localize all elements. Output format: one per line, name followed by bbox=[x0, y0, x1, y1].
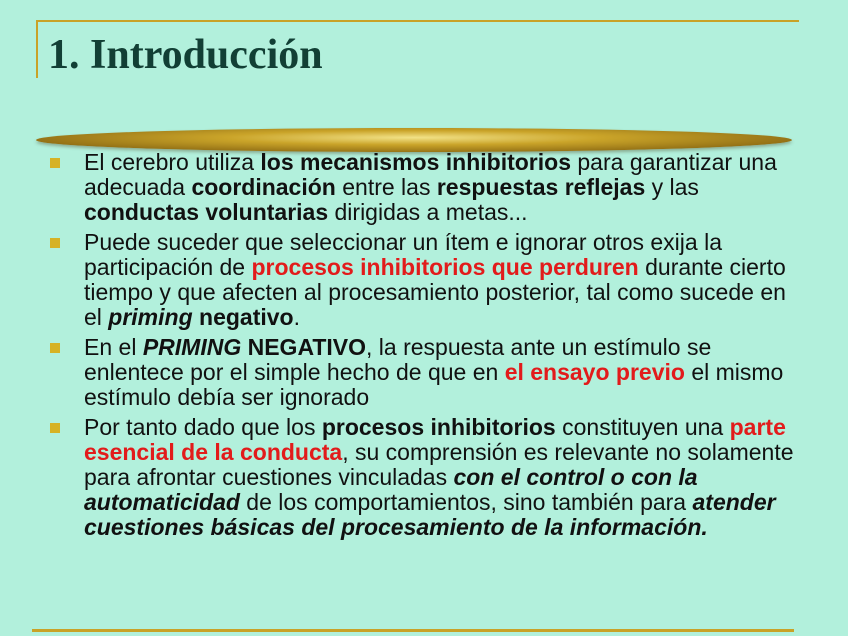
red-highlight-span: parte esencial de la conducta bbox=[84, 414, 786, 465]
text-span: El cerebro utiliza bbox=[84, 149, 261, 175]
bold-italic-span: priming bbox=[108, 304, 193, 330]
bold-italic-span: PRIMING bbox=[142, 334, 242, 360]
red-highlight-span: el ensayo previo bbox=[504, 359, 685, 385]
text-span: Puede suceder que seleccionar un ítem e ignorar otros exija la participación de bbox=[84, 229, 722, 280]
bullet-item-1 bbox=[48, 150, 798, 225]
text-span: durante cierto tiempo y que afecten al procesamiento posterior, tal como sucede en el bbox=[84, 254, 786, 330]
bold-italic-span: con el control o con la automaticidad bbox=[84, 464, 698, 515]
title-left-rule bbox=[36, 20, 38, 78]
text-span: de los comportamientos, sino también para bbox=[239, 489, 693, 515]
text-span: para garantizar una adecuada bbox=[84, 149, 777, 200]
text-span: el mismo estímulo debía ser ignorado bbox=[84, 359, 784, 410]
bold-span: negativo bbox=[199, 304, 294, 330]
bold-span: NEGATIVO bbox=[247, 334, 367, 360]
red-highlight-span: procesos inhibitorios que perduren bbox=[251, 254, 639, 280]
text-span: . bbox=[293, 304, 300, 330]
bold-span: conductas voluntarias bbox=[84, 199, 329, 225]
bold-span: los mecanismos inhibitorios bbox=[260, 149, 571, 175]
text-span: dirigidas a metas... bbox=[328, 199, 528, 225]
text-span: En el bbox=[84, 334, 143, 360]
text-span: entre las bbox=[335, 174, 437, 200]
text-span: constituyen una bbox=[555, 414, 730, 440]
bullet-item-3 bbox=[48, 335, 798, 410]
text-span: , su comprensión es relevante no solamente para afrontar cuestiones vinculadas bbox=[84, 439, 794, 490]
bullet-item-4 bbox=[48, 415, 798, 540]
square-bullet-icon bbox=[50, 238, 60, 248]
text-span: , la respuesta ante un estímulo se enlentece por el simple hecho de que en bbox=[84, 334, 712, 385]
bullet-item-2 bbox=[48, 230, 798, 330]
bottom-rule bbox=[32, 629, 794, 632]
bold-span: procesos inhibitorios bbox=[321, 414, 556, 440]
square-bullet-icon bbox=[50, 423, 60, 433]
square-bullet-icon bbox=[50, 158, 60, 168]
slide-title: 1. Introducción bbox=[48, 32, 323, 78]
square-bullet-icon bbox=[50, 343, 60, 353]
bold-span: respuestas reflejas bbox=[436, 174, 646, 200]
text-span: Por tanto dado que los bbox=[84, 414, 322, 440]
bullet-list bbox=[48, 150, 798, 545]
bold-span: coordinación bbox=[191, 174, 336, 200]
title-top-rule bbox=[36, 20, 799, 22]
text-span: y las bbox=[645, 174, 699, 200]
bold-italic-span: atender cuestiones básicas del procesamiento de la información. bbox=[84, 489, 776, 540]
